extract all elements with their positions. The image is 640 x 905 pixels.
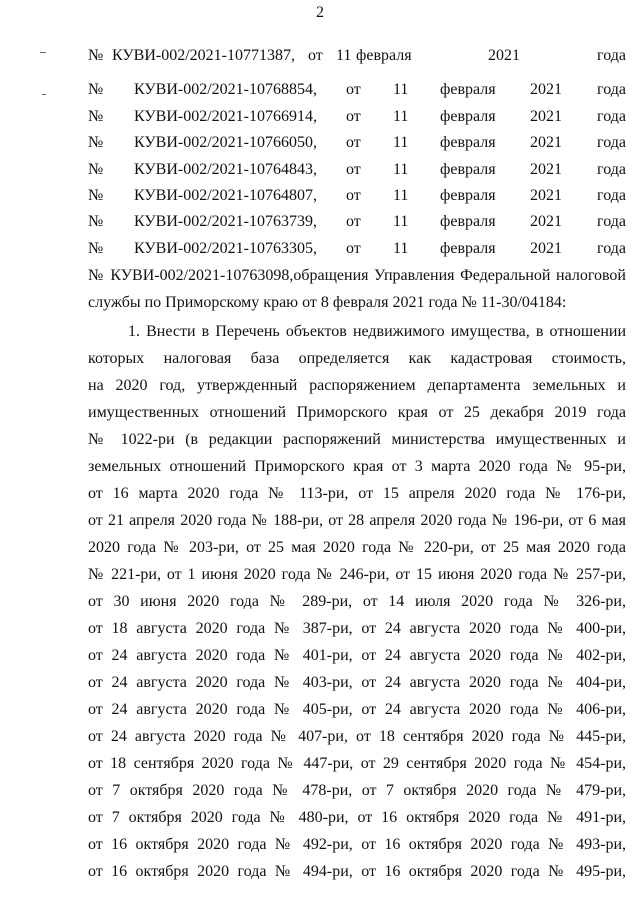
registry-month: февраля (440, 213, 496, 231)
text-line: от 24 августа 2020 года № 401-ри, от 24 августа 2020 года № 402-ри, (88, 647, 626, 664)
registry-number: КУВИ-002/2021-10763739, (134, 213, 318, 231)
registry-year: 2021 (530, 213, 562, 231)
text-line: от 16 октября 2020 года № 492-ри, от 16 октября 2020 года № 493-ри, (88, 836, 626, 853)
text-line: которых налоговая база определяется как кадастровая стоимость, (88, 350, 626, 367)
registry-year: 2021 (530, 134, 562, 152)
registry-word: года (597, 213, 626, 231)
registry-year: 2021 (488, 47, 520, 64)
registry-month: февраля (440, 107, 496, 125)
text-line: от 16 октября 2020 года № 494-ри, от 16 октября 2020 года № 495-ри, (88, 863, 626, 880)
registry-ot: от (346, 187, 361, 204)
registry-month: февраля (440, 239, 496, 257)
registry-month: февраля (440, 187, 496, 204)
registry-word: года (597, 239, 626, 257)
registry-ot: от (308, 47, 323, 64)
text-line: № 1022-ри (в редакции распоряжений министерства имущественных и (88, 431, 626, 448)
paragraph-1 (88, 318, 626, 885)
registry-number: КУВИ-002/2021-10763305, (134, 239, 318, 257)
registry-row (88, 42, 626, 69)
text-line: от 24 августа 2020 года № 407-ри, от 18 сентября 2020 года № 445-ри, (88, 728, 626, 745)
registry-no: № (88, 213, 104, 231)
registry-year: 2021 (530, 107, 562, 125)
registry-day: 11 (393, 81, 409, 99)
margin-mark (40, 52, 46, 53)
registry-word: года (597, 107, 626, 125)
registry-no: № (88, 160, 104, 178)
registry-number: КУВИ-002/2021-10768854, (134, 81, 318, 99)
text-line: службы по Приморскому краю от 8 февраля 2021 года № 11-30/04184: (88, 294, 567, 311)
text-line: земельных отношений Приморского края от 3 марта 2020 года № 95-ри, (88, 458, 626, 475)
registry-word: года (597, 187, 626, 204)
registry-day: 11 (393, 160, 409, 178)
registry-word: года (597, 81, 626, 99)
registry-word: года (597, 47, 626, 64)
registry-day: 11 (393, 239, 409, 257)
text-line: от 30 июня 2020 года № 289-ри, от 14 июля 2020 года № 326-ри, (88, 593, 626, 610)
registry-no: № (88, 134, 104, 152)
registry-row (88, 76, 626, 103)
registry-row (88, 235, 626, 262)
registry-ot: от (346, 160, 361, 178)
page-number: 2 (316, 4, 324, 21)
registry-month: февраля (356, 47, 412, 64)
registry-number: КУВИ-002/2021-10764843, (134, 160, 318, 178)
text-line: № 221-ри, от 1 июня 2020 года № 246-ри, от 15 июня 2020 года № 257-ри, (88, 566, 626, 583)
registry-row (88, 156, 626, 183)
registry-year: 2021 (530, 187, 562, 204)
registry-day: 11 (393, 134, 409, 152)
registry-month: февраля (440, 81, 496, 99)
registry-ot: от (346, 213, 361, 231)
registry-month: февраля (440, 134, 496, 152)
registry-row (88, 208, 626, 235)
registry-ot: от (346, 134, 361, 152)
registry-no: № (88, 187, 104, 204)
text-line: от 7 октября 2020 года № 480-ри, от 16 октября 2020 года № 491-ри, (88, 809, 626, 826)
text-line: имущественных отношений Приморского края от 25 декабря 2019 года (88, 404, 626, 421)
registry-day: 11 (336, 47, 352, 64)
registry-row (88, 182, 626, 209)
text-line: от 16 марта 2020 года № 113-ри, от 15 апреля 2020 года № 176-ри, (88, 485, 626, 502)
registry-number: КУВИ-002/2021-10764807, (134, 187, 318, 204)
text-line: от 18 сентября 2020 года № 447-ри, от 29 сентября 2020 года № 454-ри, (88, 755, 626, 772)
registry-ot: от (346, 239, 361, 257)
text-line: от 24 августа 2020 года № 405-ри, от 24 августа 2020 года № 406-ри, (88, 701, 626, 718)
registry-no: № (88, 107, 104, 125)
text-line: от 21 апреля 2020 года № 188-ри, от 28 апреля 2020 года № 196-ри, от 6 мая (88, 512, 626, 529)
registry-no: № (88, 239, 104, 257)
registry-ot: от (346, 81, 361, 99)
registry-no: № (88, 47, 104, 64)
text-line: от 7 октября 2020 года № 478-ри, от 7 октября 2020 года № 479-ри, (88, 782, 626, 799)
registry-year: 2021 (530, 239, 562, 257)
registry-no: № (88, 81, 104, 99)
registry-day: 11 (393, 107, 409, 125)
text-line: на 2020 год, утвержденный распоряжением департамента земельных и (88, 377, 626, 394)
registry-month: февраля (440, 160, 496, 178)
registry-ot: от (346, 107, 361, 125)
registry-day: 11 (393, 187, 409, 204)
registry-row (88, 103, 626, 130)
registry-year: 2021 (530, 160, 562, 178)
registry-word: года (597, 134, 626, 152)
registry-number: КУВИ-002/2021-10766914, (134, 107, 318, 125)
text-line: 1. Внести в Перечень объектов недвижимого имущества, в отношении (128, 323, 626, 340)
margin-mark (42, 94, 46, 95)
text-line: № КУВИ-002/2021-10763098,обращения Управления Федеральной налоговой (88, 267, 626, 284)
intro-text (88, 262, 626, 316)
registry-day: 11 (393, 213, 409, 231)
registry-year: 2021 (530, 81, 562, 99)
registry-word: года (597, 160, 626, 178)
text-line: 2020 года № 203-ри, от 25 мая 2020 года № 220-ри, от 25 мая 2020 года (88, 539, 626, 556)
text-line: от 24 августа 2020 года № 403-ри, от 24 августа 2020 года № 404-ри, (88, 674, 626, 691)
registry-number: КУВИ-002/2021-10771387, (112, 47, 296, 64)
registry-row (88, 129, 626, 156)
registry-number: КУВИ-002/2021-10766050, (134, 134, 318, 152)
text-line: от 18 августа 2020 года № 387-ри, от 24 августа 2020 года № 400-ри, (88, 620, 626, 637)
